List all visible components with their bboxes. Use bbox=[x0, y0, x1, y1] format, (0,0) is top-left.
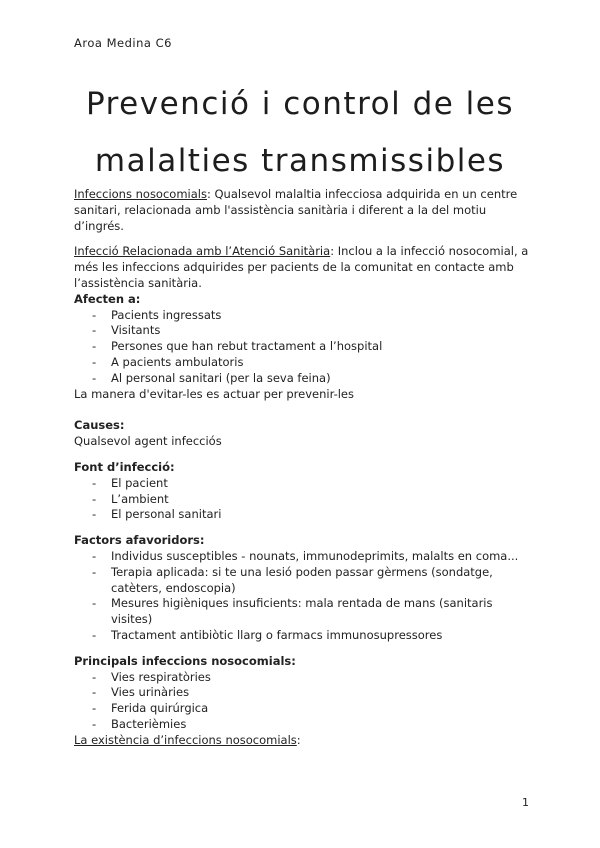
causes-text: Qualsevol agent infecciós bbox=[74, 434, 222, 449]
definition-nosocomials-text: : Qualsevol malaltia infecciosa adquirida en un centre sanitari, relacionada amb l'assistència sanitària i diferent a la del motiu d’ingrés. bbox=[74, 187, 518, 233]
list-principals bbox=[74, 670, 534, 733]
list-item: - Vies respiratòries bbox=[74, 670, 534, 686]
heading-font-infeccio: Font d’infecció: bbox=[74, 459, 175, 474]
heading-factors: Factors afavoridors: bbox=[74, 533, 205, 548]
list-item: - Pacients ingressats bbox=[74, 308, 534, 324]
heading-afecten: Afecten a: bbox=[74, 291, 141, 306]
document-body bbox=[74, 187, 534, 749]
definition-iras-text: : Inclou a la infecció nosocomial, a més les infeccions adquirides per pacients de la comunitat en contacte amb l’assistència sanitària. bbox=[74, 244, 529, 290]
list-item: - El pacient bbox=[74, 476, 534, 492]
list-item: - Vies urinàries bbox=[74, 685, 534, 701]
author-name: Aroa Medina C6 bbox=[74, 36, 172, 50]
list-item: - Individus susceptibles - nounats, immunodeprimits, malalts en coma... bbox=[74, 549, 534, 565]
list-item: - L’ambient bbox=[74, 492, 534, 508]
definition-iras bbox=[74, 244, 534, 291]
list-item: - El personal sanitari bbox=[74, 507, 534, 523]
list-item: - Tractament antibiòtic llarg o farmacs immunosupressores bbox=[74, 628, 534, 644]
list-item: - Bacterièmies bbox=[74, 717, 534, 733]
term-existencia: La existència d’infeccions nosocomials bbox=[74, 732, 297, 747]
list-item: - Mesures higièniques insuficients: mala rentada de mans (sanitaris visites) bbox=[74, 596, 534, 628]
page-number: 1 bbox=[522, 796, 529, 809]
list-item: - Visitants bbox=[74, 323, 534, 339]
list-afecten bbox=[74, 308, 534, 387]
existencia-colon: : bbox=[296, 732, 301, 747]
list-item: - Ferida quirúrgica bbox=[74, 701, 534, 717]
page-title-line-2: malalties transmissibles bbox=[94, 143, 506, 179]
list-factors bbox=[74, 549, 534, 644]
heading-principals: Principals infeccions nosocomials: bbox=[74, 653, 296, 668]
page-title-line-1: Prevenció i control de les bbox=[85, 86, 515, 122]
existencia-line bbox=[74, 733, 534, 749]
term-nosocomials: Infeccions nosocomials bbox=[74, 187, 207, 201]
heading-causes: Causes: bbox=[74, 418, 125, 433]
list-item: - Al personal sanitari (per la seva feina) bbox=[74, 371, 534, 387]
list-item: - A pacients ambulatoris bbox=[74, 355, 534, 371]
term-iras: Infecció Relacionada amb l’Atenció Sanitària bbox=[74, 244, 331, 259]
list-item: - Terapia aplicada: si te una lesió poden passar gèrmens (sondatge, catèters, endoscopia) bbox=[74, 565, 534, 597]
list-font-infeccio bbox=[74, 476, 534, 523]
prevention-note: La manera d'evitar-les es actuar per prevenir-les bbox=[74, 386, 355, 401]
definition-nosocomials bbox=[74, 187, 534, 234]
list-item: - Persones que han rebut tractament a l’hospital bbox=[74, 339, 534, 355]
